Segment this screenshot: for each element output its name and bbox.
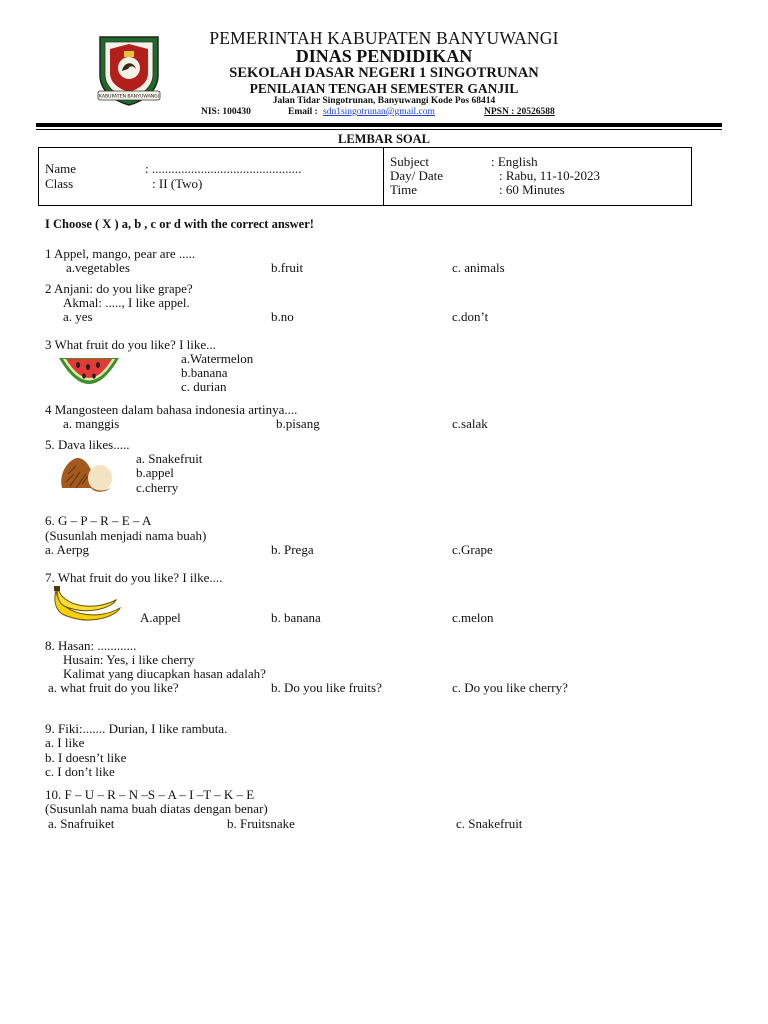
- email-label: Email :: [288, 107, 318, 117]
- question-8: 8. Hasan: ............: [45, 638, 137, 653]
- q9-option-c[interactable]: c. I don’t like: [45, 764, 115, 779]
- snakefruit-image: [58, 454, 114, 494]
- date-label: Day/ Date: [390, 168, 444, 183]
- watermelon-image: [56, 352, 122, 392]
- question-4: 4 Mangosteen dalam bahasa indonesia artinya....: [45, 402, 298, 417]
- q7-option-a[interactable]: A.appel: [140, 610, 181, 625]
- q2-option-c[interactable]: c.don’t: [452, 309, 489, 324]
- subject-label: Subject: [390, 154, 429, 169]
- time-value: : 60 Minutes: [499, 182, 565, 197]
- date-value: : Rabu, 11-10-2023: [499, 168, 600, 183]
- email-link[interactable]: sdn1singotrunan@gmail.com: [323, 107, 435, 117]
- q3-option-b[interactable]: b.banana: [181, 365, 228, 380]
- time-label: Time: [390, 182, 417, 197]
- q8-option-b[interactable]: b. Do you like fruits?: [271, 680, 382, 695]
- q5-option-c[interactable]: c.cherry: [136, 480, 179, 495]
- q2-option-a[interactable]: a. yes: [63, 309, 93, 324]
- name-label: Name: [45, 161, 77, 176]
- q4-option-a[interactable]: a. manggis: [63, 416, 120, 431]
- question-2: 2 Anjani: do you like grape?: [45, 281, 193, 296]
- header-rule-thick: [36, 123, 722, 127]
- question-3: 3 What fruit do you like? I like...: [45, 337, 216, 352]
- question-6-instruction: (Susunlah menjadi nama buah): [45, 528, 207, 543]
- question-1: 1 Appel, mango, pear are .....: [45, 246, 196, 261]
- q5-option-a[interactable]: a. Snakefruit: [136, 451, 203, 466]
- student-info-box: [38, 147, 692, 206]
- q6-option-b[interactable]: b. Prega: [271, 542, 314, 557]
- class-label: Class: [45, 176, 74, 191]
- q4-option-b[interactable]: b.pisang: [276, 416, 320, 431]
- q1-option-a[interactable]: a.vegetables: [66, 260, 130, 275]
- q3-option-c[interactable]: c. durian: [181, 379, 227, 394]
- name-field[interactable]: : ..............................................: [145, 161, 302, 176]
- gov-title: PEMERINTAH KABUPATEN BANYUWANGI: [209, 28, 559, 48]
- question-8-line3: Kalimat yang diucapkan hasan adalah?: [63, 666, 266, 681]
- question-8-line2: Husain: Yes, i like cherry: [63, 652, 195, 667]
- q7-option-c[interactable]: c.melon: [452, 610, 494, 625]
- question-2-line2: Akmal: ....., I like appel.: [63, 295, 190, 310]
- q1-option-c[interactable]: c. animals: [452, 260, 505, 275]
- q10-option-b[interactable]: b. Fruitsnake: [227, 816, 295, 831]
- question-6: 6. G – P – R – E – A: [45, 513, 152, 528]
- school-address: Jalan Tidar Singotrunan, Banyuwangi Kode Pos 68414: [272, 96, 496, 106]
- q2-option-b[interactable]: b.no: [271, 309, 294, 324]
- question-5: 5. Dava likes.....: [45, 437, 130, 452]
- question-7: 7. What fruit do you like? I ilke....: [45, 570, 223, 585]
- department-title: DINAS PENDIDIKAN: [295, 46, 473, 66]
- q1-option-b[interactable]: b.fruit: [271, 260, 304, 275]
- instruction: I Choose ( X ) a, b , c or d with the correct answer!: [45, 217, 314, 231]
- exam-title: PENILAIAN TENGAH SEMESTER GANJIL: [249, 81, 519, 96]
- q7-option-b[interactable]: b. banana: [271, 610, 321, 625]
- q8-option-c[interactable]: c. Do you like cherry?: [452, 680, 568, 695]
- q9-option-a[interactable]: a. I like: [45, 735, 85, 750]
- question-9: 9. Fiki:....... Durian, I like rambuta.: [45, 721, 228, 736]
- question-10: 10. F – U – R – N –S – A – I –T – K – E: [45, 787, 255, 802]
- q5-option-b[interactable]: b.appel: [136, 465, 174, 480]
- q6-option-c[interactable]: c.Grape: [452, 542, 493, 557]
- q4-option-c[interactable]: c.salak: [452, 416, 488, 431]
- class-value: : II (Two): [152, 176, 203, 191]
- sheet-title: LEMBAR SOAL: [337, 132, 431, 146]
- nis-number: NIS: 100430: [201, 107, 251, 117]
- svg-text:KABUPATEN BANYUWANGI: KABUPATEN BANYUWANGI: [98, 94, 160, 100]
- q9-option-b[interactable]: b. I doesn’t like: [45, 750, 127, 765]
- q8-option-a[interactable]: a. what fruit do you like?: [48, 680, 179, 695]
- question-10-instruction: (Susunlah nama buah diatas dengan benar): [45, 801, 268, 816]
- school-name: SEKOLAH DASAR NEGERI 1 SINGOTRUNAN: [229, 65, 539, 81]
- header-rule-thin: [36, 129, 722, 130]
- q3-option-a[interactable]: a.Watermelon: [181, 351, 254, 366]
- q10-option-c[interactable]: c. Snakefruit: [456, 816, 523, 831]
- npsn-number: NPSN : 20526588: [484, 107, 555, 117]
- q10-option-a[interactable]: a. Snafruiket: [48, 816, 115, 831]
- subject-value: : English: [491, 154, 538, 169]
- banana-image: [52, 584, 124, 624]
- q6-option-a[interactable]: a. Aerpg: [45, 542, 90, 557]
- info-box-divider: [383, 148, 384, 205]
